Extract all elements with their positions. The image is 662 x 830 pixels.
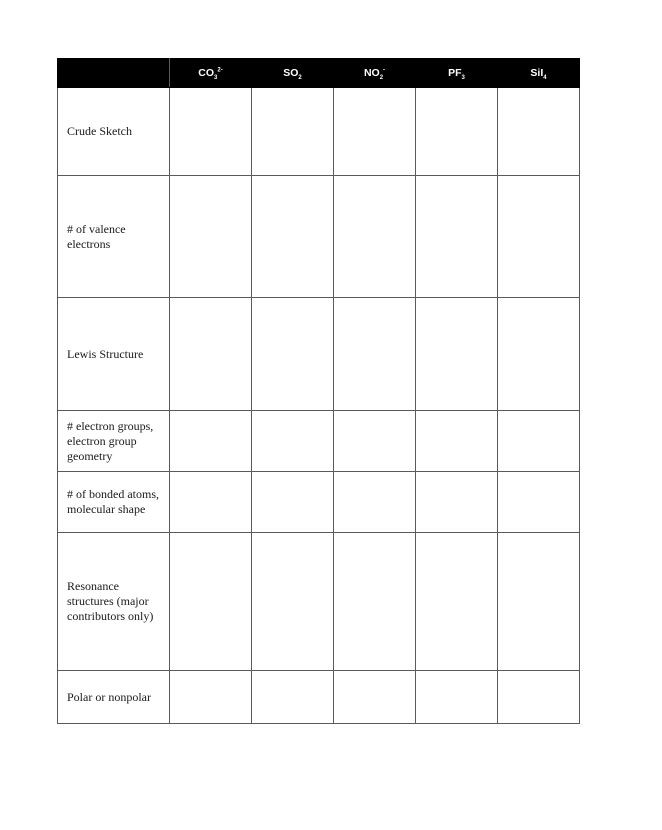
- table-row-polarity: [58, 671, 580, 724]
- column-header-co3: $CO_3^{2-}$: [170, 59, 252, 88]
- table-row-crude-sketch: [58, 88, 580, 176]
- answer-cell[interactable]: [334, 298, 416, 411]
- row-label-lewis-structure: Lewis Structure: [58, 298, 170, 411]
- answer-cell[interactable]: [498, 472, 580, 533]
- answer-cell[interactable]: [252, 88, 334, 176]
- header-row: [58, 59, 580, 88]
- answer-cell[interactable]: [498, 176, 580, 298]
- row-label-bonded-atoms: # of bonded atoms, molecular shape: [58, 472, 170, 533]
- answer-cell[interactable]: [334, 411, 416, 472]
- answer-cell[interactable]: [334, 671, 416, 724]
- answer-cell[interactable]: [498, 411, 580, 472]
- answer-cell[interactable]: [416, 88, 498, 176]
- answer-cell[interactable]: [416, 472, 498, 533]
- answer-cell[interactable]: [498, 88, 580, 176]
- column-header-pf3: $PF_3$: [416, 59, 498, 88]
- column-header-sii4: SiI$_4$: [498, 59, 580, 88]
- answer-cell[interactable]: [334, 176, 416, 298]
- row-label-valence-electrons: # of valence electrons: [58, 176, 170, 298]
- table-row-lewis-structure: [58, 298, 580, 411]
- row-label-resonance: Resonance structures (major contributors only): [58, 533, 170, 671]
- answer-cell[interactable]: [416, 298, 498, 411]
- answer-cell[interactable]: [170, 298, 252, 411]
- table-row-bonded-atoms: [58, 472, 580, 533]
- answer-cell[interactable]: [252, 472, 334, 533]
- answer-cell[interactable]: [170, 176, 252, 298]
- table-row-resonance: [58, 533, 580, 671]
- answer-cell[interactable]: [252, 533, 334, 671]
- answer-cell[interactable]: [170, 411, 252, 472]
- answer-cell[interactable]: [334, 533, 416, 671]
- row-label-crude-sketch: Crude Sketch: [58, 88, 170, 176]
- answer-cell[interactable]: [170, 533, 252, 671]
- answer-cell[interactable]: [498, 671, 580, 724]
- molecule-worksheet-table: [57, 58, 580, 724]
- header-corner-cell: [58, 59, 170, 88]
- answer-cell[interactable]: [416, 671, 498, 724]
- column-header-so2: $SO_2$: [252, 59, 334, 88]
- row-label-electron-groups: # electron groups, electron group geometry: [58, 411, 170, 472]
- answer-cell[interactable]: [498, 298, 580, 411]
- answer-cell[interactable]: [498, 533, 580, 671]
- answer-cell[interactable]: [252, 298, 334, 411]
- row-label-polarity: Polar or nonpolar: [58, 671, 170, 724]
- answer-cell[interactable]: [252, 411, 334, 472]
- answer-cell[interactable]: [170, 88, 252, 176]
- answer-cell[interactable]: [416, 533, 498, 671]
- answer-cell[interactable]: [252, 671, 334, 724]
- column-header-no2: $NO_2^-$: [334, 59, 416, 88]
- answer-cell[interactable]: [416, 411, 498, 472]
- answer-cell[interactable]: [170, 472, 252, 533]
- table-row-electron-groups: [58, 411, 580, 472]
- answer-cell[interactable]: [334, 88, 416, 176]
- answer-cell[interactable]: [252, 176, 334, 298]
- answer-cell[interactable]: [416, 176, 498, 298]
- answer-cell[interactable]: [170, 671, 252, 724]
- answer-cell[interactable]: [334, 472, 416, 533]
- table-row-valence-electrons: [58, 176, 580, 298]
